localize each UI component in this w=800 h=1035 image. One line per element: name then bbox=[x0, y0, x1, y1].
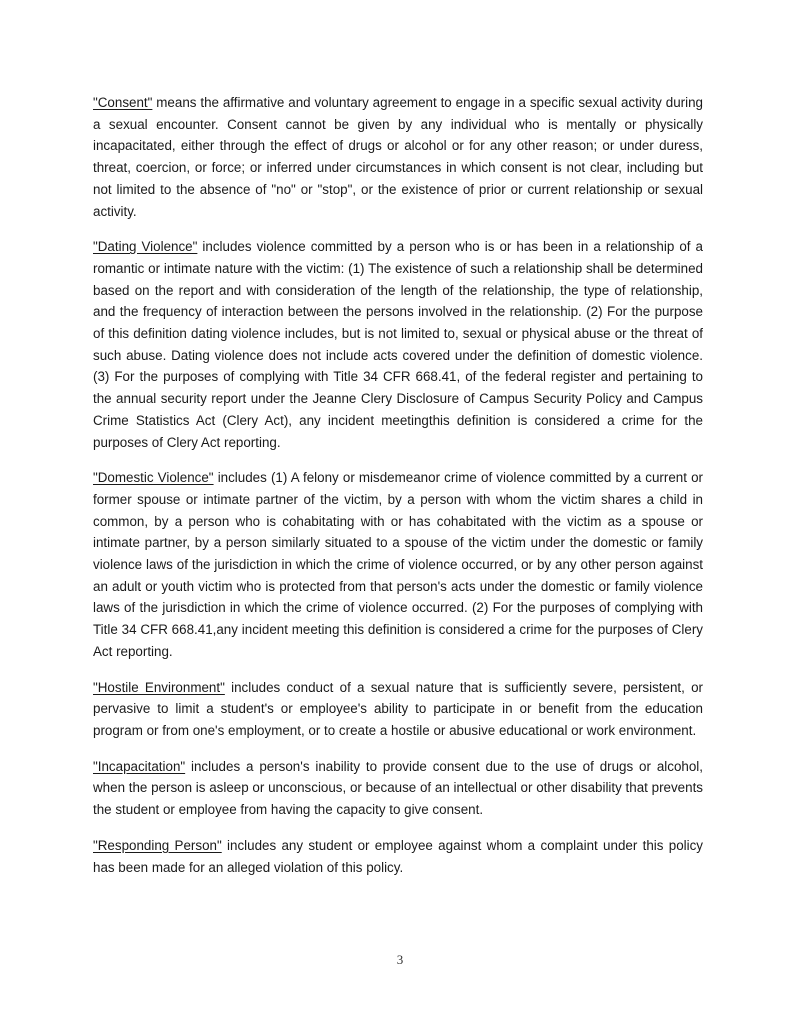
definition-term: "Dating Violence" bbox=[93, 239, 198, 255]
definition-text: includes a person's inability to provide consent due to the use of drugs or alcohol, when the person is asleep or unconscious, or because of an intellectual or other disability that prevents the student or employee from having the capacity to give consent. bbox=[93, 758, 703, 818]
definition-term: "Responding Person" bbox=[93, 837, 222, 853]
definition-text: includes violence committed by a person who is or has been in a relationship of a romantic or intimate nature with the victim: (1) The existence of such a relationship shall be determined based on the report and with consideration of the length of the relationship, the type of relationship, and the frequency of interaction between the persons involved in the relationship. (2) For the purpose of this definition dating violence includes, but is not limited to, sexual or physical abuse or the threat of such abuse. Dating violence does not include acts covered under the definition of domestic violence. (3) For the purposes of complying with Title 34 CFR 668.41, of the federal register and pertaining to the annual security report under the Jeanne Clery Disclosure of Campus Security Policy and Campus Crime Statistics Act (Clery Act), any incident meetingthis definition is considered a crime for the purposes of Clery Act reporting. bbox=[93, 239, 703, 450]
definition-domestic-violence bbox=[93, 467, 703, 662]
definition-term: "Hostile Environment" bbox=[93, 679, 225, 695]
page-number: 3 bbox=[396, 952, 404, 967]
document-body bbox=[93, 92, 703, 892]
definition-text: includes (1) A felony or misdemeanor crime of violence committed by a current or former spouse or intimate partner of the victim, by a person with whom the victim shares a child in common, by a person who is cohabitating with or has cohabitated with the victim as a spouse or intimate partner, by a person similarly situated to a spouse of the victim under the domestic or family violence laws of the jurisdiction in which the crime of violence occurred, or by any other person against an adult or youth victim who is protected from that person's acts under the domestic or family violence laws of the jurisdiction in which the crime of violence occurred. (2) For the purposes of complying with Title 34 CFR 668.41,any incident meeting this definition is considered a crime for the purposes of Clery Act reporting. bbox=[93, 470, 703, 659]
definition-text: includes any student or employee against whom a complaint under this policy has been made for an alleged violation of this policy. bbox=[93, 837, 703, 875]
definition-responding-person bbox=[93, 835, 703, 878]
definition-consent bbox=[93, 92, 703, 222]
definition-incapacitation bbox=[93, 756, 703, 821]
definition-term: "Domestic Violence" bbox=[93, 470, 214, 486]
definition-term: "Consent" bbox=[93, 95, 153, 110]
definition-text: includes conduct of a sexual nature that is sufficiently severe, persistent, or pervasive to limit a student's or employee's ability to participate in or benefit from the education program or from one's employment, or to create a hostile or abusive educational or work environment. bbox=[93, 679, 703, 738]
definition-text: means the affirmative and voluntary agreement to engage in a specific sexual activity during a sexual encounter. Consent cannot be given by any individual who is mentally or physically incapacitated, either through the effect of drugs or alcohol or for any other reason; or under duress, threat, coercion, or force; or inferred under circumstances in which consent is not clear, including but not limited to the absence of "no" or "stop", or the existence of prior or current relationship or sexual activity. bbox=[93, 95, 703, 219]
definition-dating-violence bbox=[93, 236, 703, 453]
definition-term: "Incapacitation" bbox=[93, 758, 186, 774]
definition-hostile-environment bbox=[93, 677, 703, 742]
